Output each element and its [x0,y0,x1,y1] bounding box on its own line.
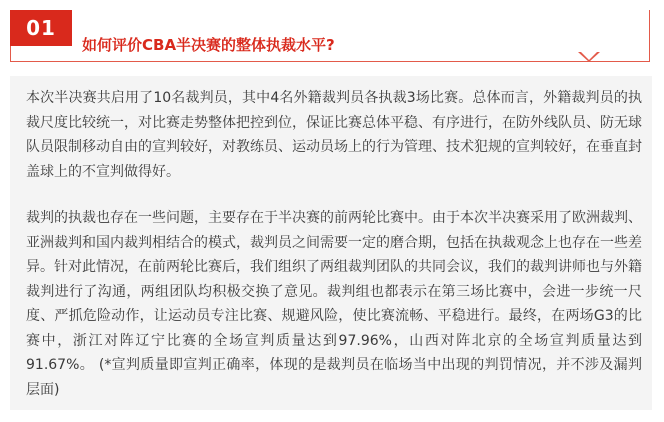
paragraph-2: 裁判的执裁也存在一些问题，主要存在于半决赛的前两轮比赛中。由于本次半决赛采用了欧洲裁判、亚洲裁判和国内裁判相结合的模式，裁判员之间需要一定的磨合期，包括在执裁观念上也存在一些差异。针对此情况，在前两轮比赛后，我们组织了两组裁判团队的共同会议，我们的裁判讲师也与外籍裁判进行了沟通，两组团队均积极交换了意见。裁判组也都表示在第三场比赛中，会进一步统一尺度、严抓危险动作，让运动员专注比赛、规避风险，使比赛流畅、平稳进行。最终，在两场G3的比赛中，浙江对阵辽宁比赛的全场宣判质量达到97.96%，山西对阵北京的全场宣判质量达到91.67%。 (*宣判质量即宣判正确率，体现的是裁判员在临场当中出现的判罚情况，并不涉及漏判层面) [26,210,642,398]
section-number-badge: 01 [10,10,72,46]
paragraph-1: 本次半决赛共启用了10名裁判员，其中4名外籍裁判员各执裁3场比赛。总体而言，外籍裁判员的执裁尺度比较统一，对比赛走势整体把控到位，保证比赛总体平稳、有序进行，在防外线队员、防无球队员限制移动自由的宣判较好，对教练员、运动员场上的行为管理、技术犯规的宣判较好，在垂直封盖球上的不宣判做得好。 [26,90,642,180]
answer-box [10,76,652,410]
section-title: 如何评价CBA半决赛的整体执裁水平? [82,36,335,54]
header-pointer-inner [580,51,598,60]
section-header [10,10,652,64]
